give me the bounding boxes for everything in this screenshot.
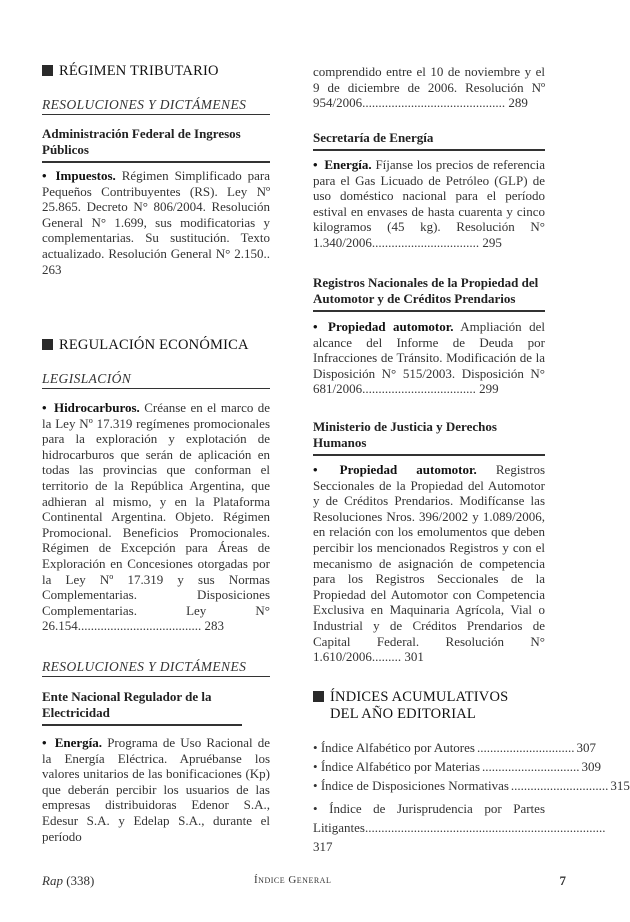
entry-hidrocarburos — [42, 400, 270, 634]
bullet-icon: • — [313, 759, 318, 774]
entry-page-ref: 283 — [204, 618, 224, 634]
section-heading-text — [330, 689, 508, 723]
index-item-page: 307 — [576, 740, 596, 755]
entry-leader-dots: ............................................ — [362, 95, 506, 111]
index-item-label — [313, 757, 480, 776]
bullet-icon: • — [313, 801, 318, 816]
footer-publication — [42, 873, 94, 889]
section-square-icon — [313, 691, 324, 702]
bullet-icon: • — [313, 778, 318, 793]
index-item-jurisprudencia[interactable] — [313, 799, 606, 856]
entry-page-ref: 263 — [42, 261, 62, 277]
section-heading-regulacion-economica — [42, 337, 270, 354]
bullet-icon: • — [313, 462, 318, 477]
index-item-label-text: Índice Alfabético por Autores — [320, 740, 475, 755]
entry-text: comprendido entre el 10 de noviembre y el 9 de diciembre de 2006. Resolución Nº 954/2006 — [313, 64, 545, 111]
entry-text: Registros Seccionales de la Propiedad del Automotor y de Créditos Prendarios. Modifícanse las Resoluciones Nros. 396/2002 y 1.089/2006, en relación con los emolumentos que deben percibir los mencionados Registros y con el mecanismo de asignación de competencia para los Registros Seccionales de la Propiedad del Automotor con Competencia Exclusiva en Maquinaria Agrícola, Vial o Industrial y de Créditos Prendarios de Capital Federal. Resolución N° 1.610/2006 — [313, 462, 546, 665]
index-item-materias[interactable] — [313, 757, 601, 776]
footer-section: Índice General — [254, 874, 332, 886]
bullet-icon: • — [42, 168, 47, 183]
bullet-icon: • — [42, 735, 47, 750]
index-item-label-text: Índice de Disposiciones Normativas — [320, 778, 509, 793]
index-item-leader-dots: .............................. — [476, 740, 575, 755]
organization-ministerio-justicia: Ministerio de Justicia y Derechos Humanos — [313, 419, 545, 456]
section-heading-regimen-tributario — [42, 63, 270, 80]
entry-title: Energía. — [324, 157, 372, 172]
organization-afip: Administración Federal de Ingresos Públicos — [42, 126, 270, 163]
entry-leader-dots: ................................... — [362, 381, 476, 397]
index-item-page: 317 — [313, 839, 333, 854]
organization-enre: Ente Nacional Regulador de la Electricidad — [42, 689, 242, 726]
subheading-resoluciones: RESOLUCIONES Y DICTÁMENES — [42, 97, 270, 115]
entry-page-ref: 295 — [482, 234, 502, 250]
bullet-icon: • — [42, 400, 47, 415]
entry-leader-dots: ................................. — [371, 234, 480, 250]
index-item-leader-dots: .............................. — [510, 778, 609, 793]
subheading-resoluciones-2: RESOLUCIONES Y DICTÁMENES — [42, 659, 270, 677]
entry-text: Ampliación del alcance del Informe de Deuda por Infracciones de Tránsito. Modificación de la Disposición N° 515/2003. Disposición N° 681/2006 — [313, 319, 545, 397]
page-footer — [42, 873, 568, 891]
section-heading-indices — [313, 689, 545, 723]
entry-page-ref: 299 — [479, 381, 499, 397]
entry-title: Hidrocarburos. — [53, 400, 140, 415]
index-item-disposiciones[interactable] — [313, 776, 630, 795]
footer-publication-name: Rap — [42, 873, 63, 888]
index-list — [313, 738, 630, 795]
index-item-leader-dots: .............................. — [482, 759, 580, 774]
bullet-icon: • — [313, 740, 318, 755]
entry-text: Fíjanse los precios de referencia para el Gas Licuado de Petróleo (GLP) de uso doméstico nacional para el período estival en envases de hasta cuarenta y cinco kilogramos (45 kg). Resolución N° 1.340/2006 — [313, 157, 546, 250]
section-heading-line1: ÍNDICES ACUMULATIVOS — [330, 689, 509, 705]
entry-title: Energía. — [54, 735, 103, 750]
index-item-label-text: Índice Alfabético por Materias — [320, 759, 480, 774]
index-item-autores[interactable] — [313, 738, 596, 757]
entry-title: Propiedad automotor. — [328, 319, 454, 334]
bullet-icon: • — [313, 319, 318, 334]
subheading-legislacion: LEGISLACIÓN — [42, 371, 270, 389]
section-heading-text: REGULACIÓN ECONÓMICA — [59, 337, 249, 353]
index-item-label — [313, 776, 509, 795]
entry-energia-glp — [313, 157, 545, 251]
entry-title: Propiedad automotor. — [339, 462, 477, 477]
entry-text: Créanse en el marco de la Ley Nº 17.319 regímenes promocionales para la exploración y explotación de hidrocarburos que serán de aplicación en todas las provincias que conforman el territorio de la República Argentina, que adhieran al mismo, y en la Plataforma Continental Argentina. Objeto. Régimen Promocional. Beneficios Promocionales. Régimen de Excepción para Áreas de Exploración en Concesiones otorgadas por la Ley Nº 17.319 y sus Normas Complementarias. Disposiciones Complementarias. Ley N° 26.154 — [42, 400, 271, 634]
entry-leader-dots: ...................................... — [77, 618, 202, 634]
index-item-page: 309 — [581, 759, 601, 774]
section-heading-line2: DEL AÑO EDITORIAL — [330, 706, 476, 722]
section-square-icon — [42, 339, 53, 350]
organization-registros-nacionales: Registros Nacionales de la Propiedad del Automotor y de Créditos Prendarios — [313, 275, 545, 312]
entry-text: Programa de Uso Racional de la Energía Eléctrica. Apruébanse los valores unitarios de las bonificaciones (Kp) que deberán percibir los usuarios de las empresas distribuidoras Edenor S.A., Edesur S.A. y Edelap S.A., durante el período — [42, 735, 271, 844]
entry-propiedad-automotor-2 — [313, 462, 545, 665]
entry-text: Régimen Simplificado para Pequeños Contribuyentes (RS). Ley Nº 25.865. Decreto N° 806/2004. Resolución General N° 1.699, sus modificatorias y complementarias. Su sustitución. Texto actualizado. Resolución General N° 2.150.. — [42, 168, 271, 261]
index-item-leader-dots: .......................................................................... — [365, 820, 606, 835]
footer-issue: (338) — [66, 873, 95, 888]
index-item-label — [313, 738, 475, 757]
entry-energia-continuation — [313, 64, 545, 111]
entry-leader-dots: ......... — [371, 649, 402, 665]
entry-title: Impuestos. — [55, 168, 116, 183]
organization-secretaria-energia: Secretaría de Energía — [313, 130, 545, 151]
index-item-label-text: Índice de Jurisprudencia por Partes Litigantes — [313, 801, 545, 835]
entry-impuestos — [42, 168, 270, 277]
section-heading-text: RÉGIMEN TRIBUTARIO — [59, 63, 219, 79]
entry-page-ref: 301 — [404, 649, 424, 665]
entry-page-ref: 289 — [508, 95, 528, 111]
section-square-icon — [42, 65, 53, 76]
entry-energia-enre — [42, 735, 270, 844]
entry-propiedad-automotor-1 — [313, 319, 545, 397]
page-number: 7 — [559, 873, 566, 888]
bullet-icon: • — [313, 157, 318, 172]
index-item-page: 315 — [610, 778, 630, 793]
